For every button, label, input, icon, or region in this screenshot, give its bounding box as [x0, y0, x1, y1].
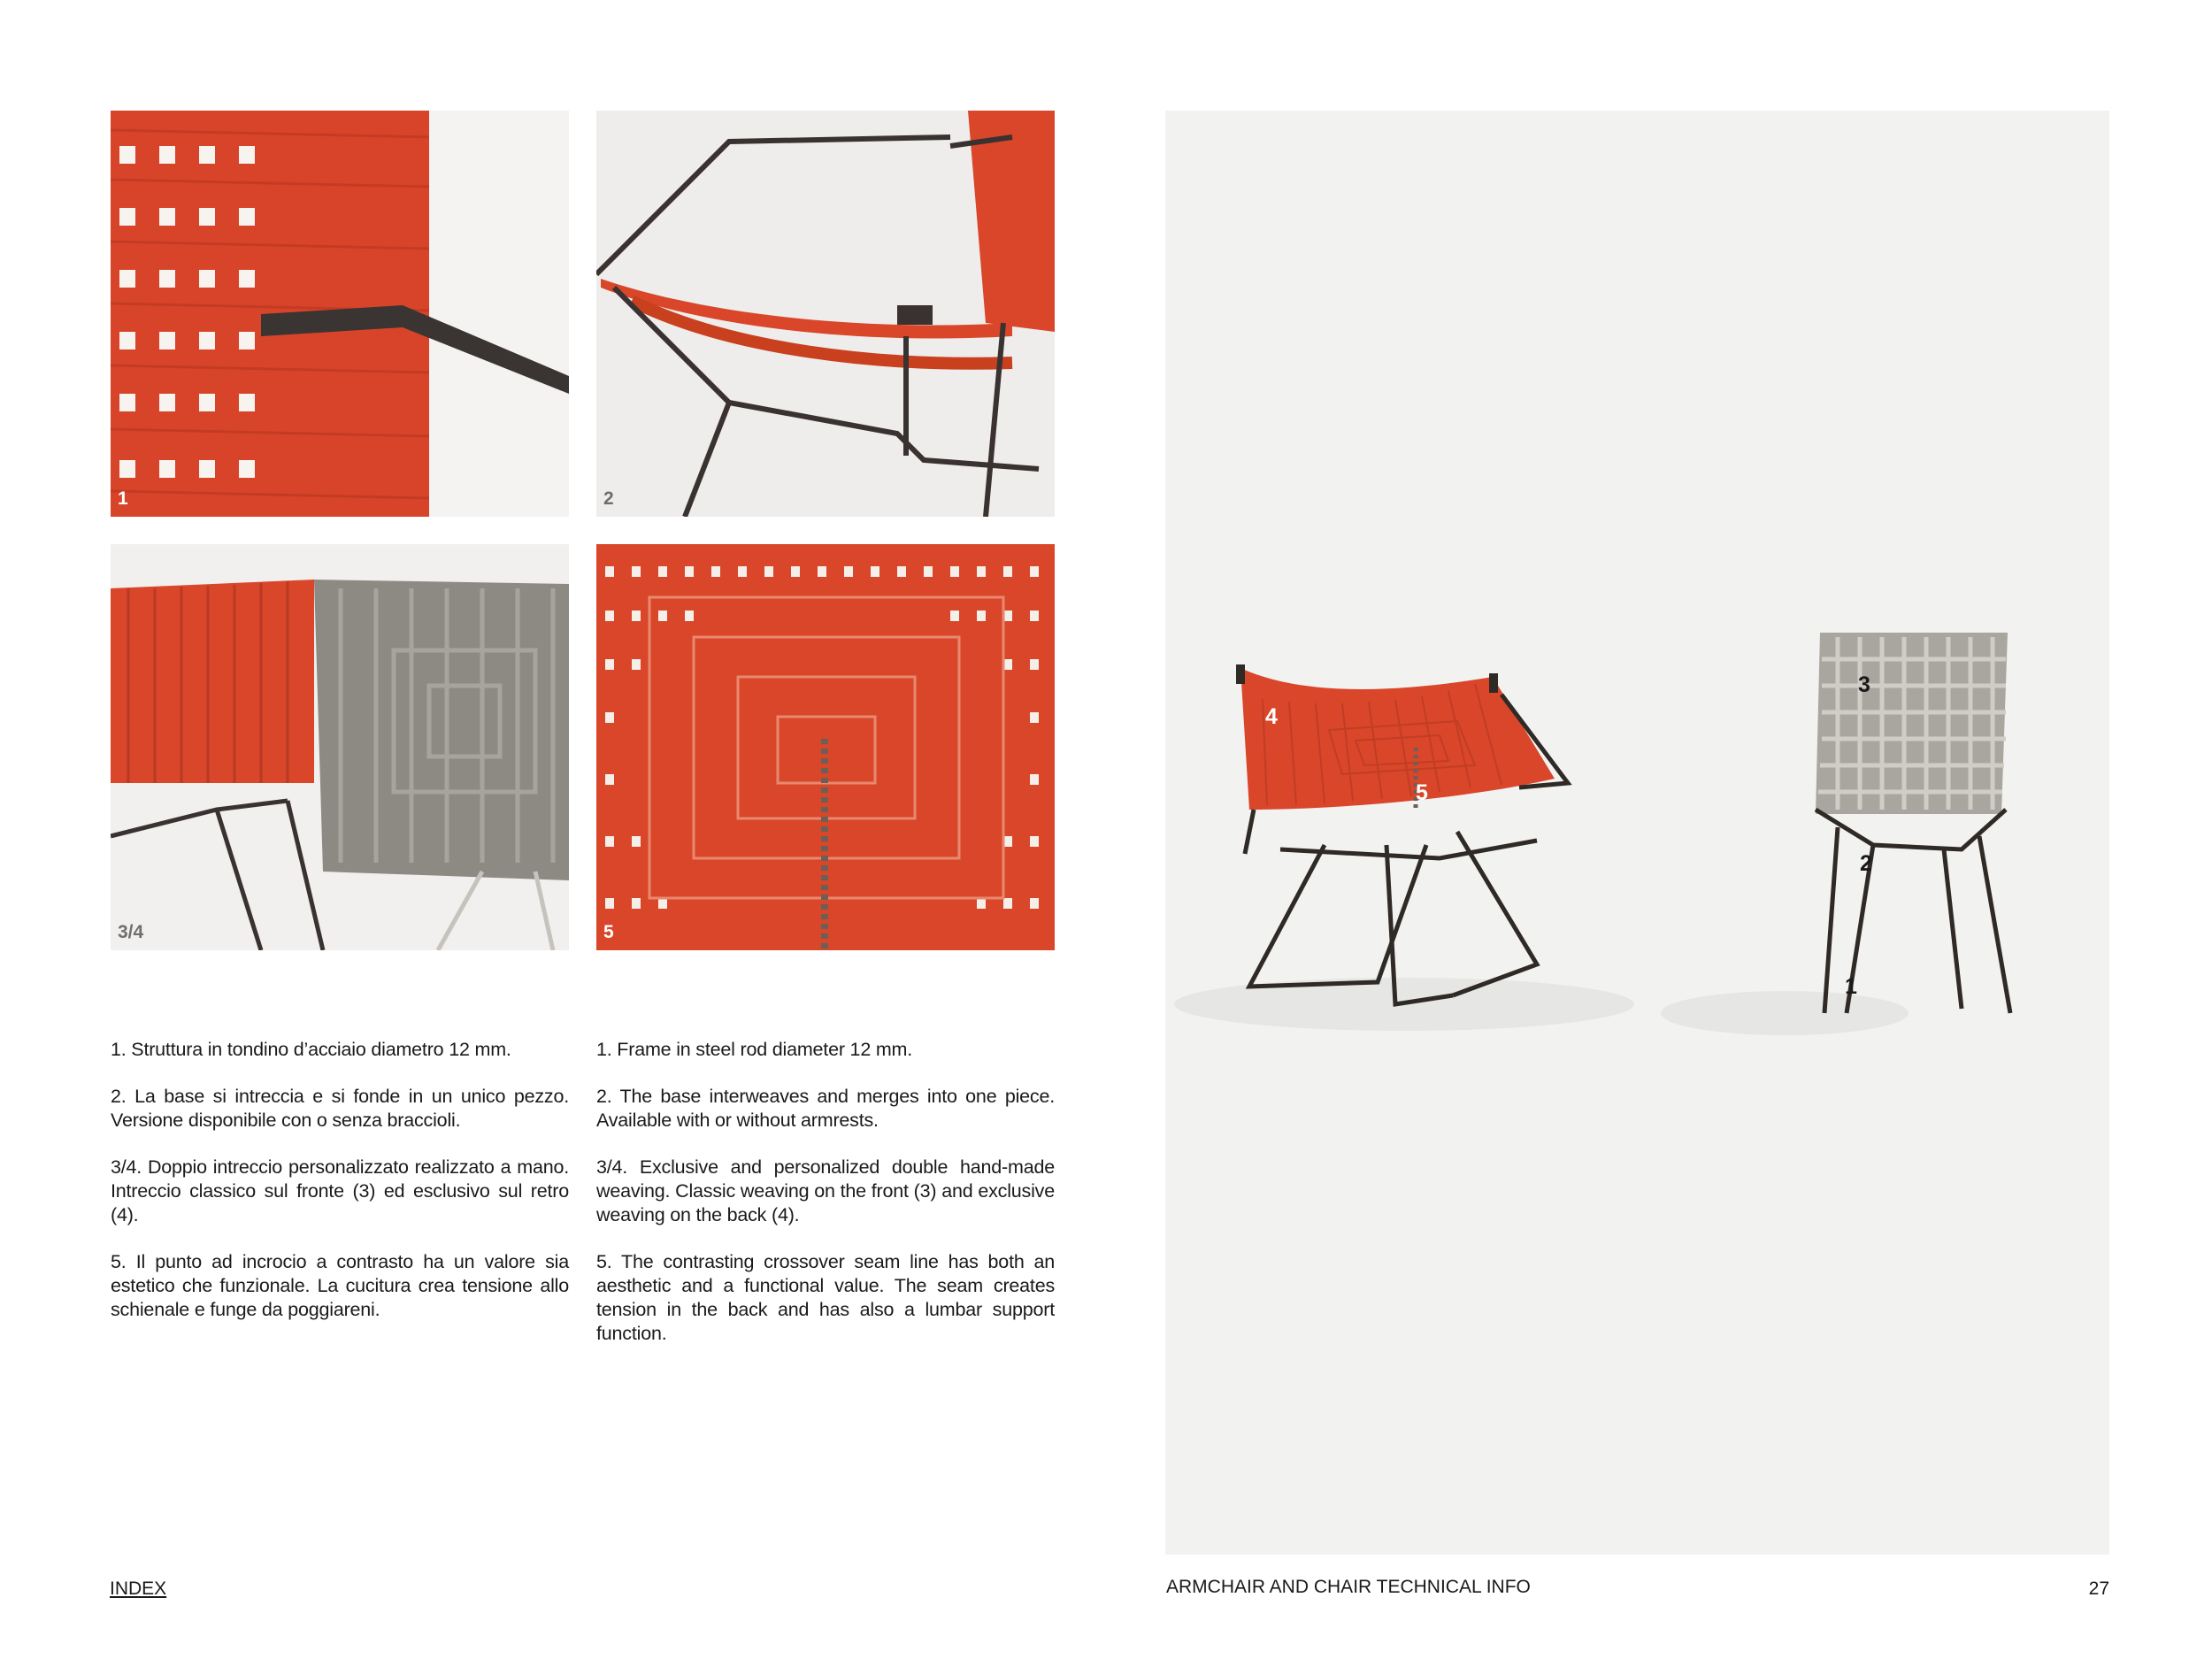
- italian-paragraph: 1. Struttura in tondino d’acciaio diametro 12 mm.: [111, 1039, 511, 1060]
- english-paragraph: 3/4. Exclusive and personalized double hand-made weaving. Classic weaving on the front (3) and exclusive weaving on the back (4).: [596, 1156, 1055, 1225]
- photo-label: 5: [603, 922, 614, 942]
- english-paragraph: 5. The contrasting crossover seam line has both an aesthetic and a functional value. The seam creates tension in the back and has also a lumbar support function.: [596, 1251, 1055, 1344]
- callout-1: 1: [1845, 974, 1857, 999]
- italian-paragraph: 2. La base si intreccia e si fonde in un unico pezzo. Versione disponibile con o senza braccioli.: [111, 1086, 569, 1131]
- weave-armrest-image: [111, 111, 569, 517]
- english-paragraph: 1. Frame in steel rod diameter 12 mm.: [596, 1039, 913, 1060]
- english-description: [596, 1038, 1055, 1369]
- photo-seam-detail: [596, 544, 1055, 950]
- index-link[interactable]: INDEX: [110, 1578, 167, 1599]
- callout-5: 5: [1416, 780, 1428, 805]
- section-title: ARMCHAIR AND CHAIR TECHNICAL INFO: [1166, 1577, 1531, 1597]
- photo-label: 2: [603, 488, 614, 509]
- photo-weave-armrest: [111, 111, 569, 517]
- seam-detail-image: [596, 544, 1055, 950]
- photo-armchair-side: [596, 111, 1055, 517]
- armchair-and-chair-image: [1165, 111, 2109, 1555]
- italian-description: [111, 1038, 569, 1345]
- double-weave-image: [111, 544, 569, 950]
- photo-label: 3/4: [118, 922, 144, 942]
- photo-double-weave: [111, 544, 569, 950]
- italian-paragraph: 5. Il punto ad incrocio a contrasto ha un valore sia estetico che funzionale. La cucitura crea tensione allo schienale e funge da poggiareni.: [111, 1251, 569, 1320]
- photo-label: 1: [118, 488, 128, 509]
- english-paragraph: 2. The base interweaves and merges into one piece. Available with or without armrests.: [596, 1086, 1055, 1131]
- armchair-side-image: [596, 111, 1055, 517]
- page-number: 27: [2088, 1578, 2109, 1599]
- italian-paragraph: 3/4. Doppio intreccio personalizzato realizzato a mano. Intreccio classico sul fronte (3) ed esclusivo sul retro (4).: [111, 1156, 569, 1225]
- photo-armchair-and-chair: [1165, 111, 2109, 1555]
- callout-4: 4: [1265, 704, 1278, 729]
- callout-3: 3: [1858, 672, 1870, 697]
- callout-2: 2: [1860, 851, 1872, 876]
